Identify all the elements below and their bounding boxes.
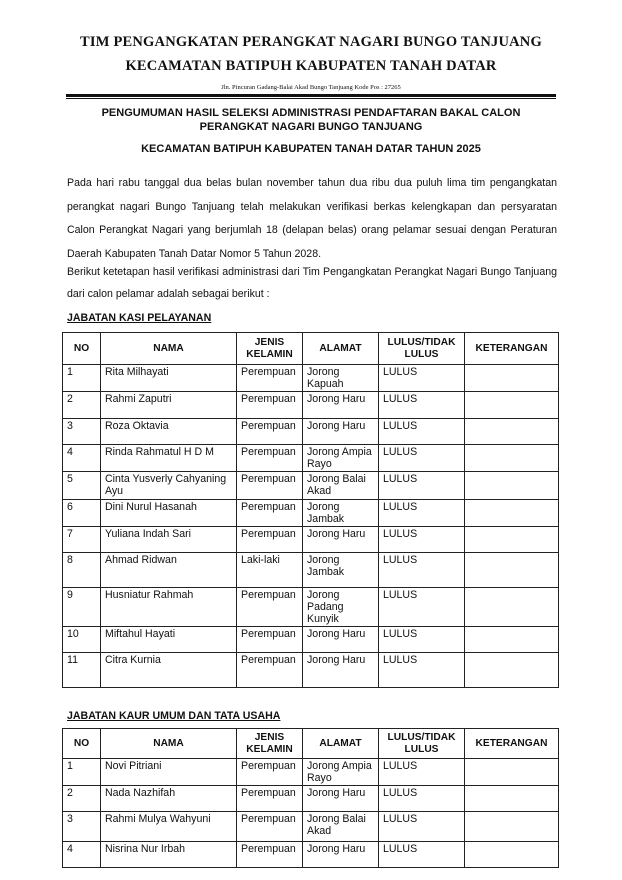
cell-no: 5 bbox=[63, 472, 101, 500]
table-row bbox=[63, 365, 559, 392]
cell-nama: Miftahul Hayati bbox=[101, 627, 237, 653]
cell-nama: Roza Oktavia bbox=[101, 419, 237, 445]
cell-no: 6 bbox=[63, 500, 101, 527]
cell-keterangan bbox=[465, 472, 559, 500]
header-address: Jln. Pincuran Gadang-Balai Akad Bungo Tanjuang Kode Pos : 27265 bbox=[221, 84, 401, 91]
table-row bbox=[63, 842, 559, 868]
cell-nama: Novi Pitriani bbox=[101, 759, 237, 786]
cell-status: LULUS bbox=[379, 392, 465, 419]
cell-alamat: Jorong Balai Akad bbox=[303, 812, 379, 842]
cell-alamat: Jorong Haru bbox=[303, 627, 379, 653]
cell-no: 2 bbox=[63, 392, 101, 419]
cell-alamat: Jorong Haru bbox=[303, 527, 379, 553]
header-divider-thin bbox=[66, 98, 556, 99]
cell-keterangan bbox=[465, 842, 559, 868]
cell-alamat: Jorong Jambak bbox=[303, 500, 379, 527]
table-row bbox=[63, 500, 559, 527]
cell-keterangan bbox=[465, 588, 559, 627]
cell-no: 4 bbox=[63, 445, 101, 472]
header-divider bbox=[66, 94, 556, 97]
cell-nama: Nada Nazhifah bbox=[101, 786, 237, 812]
column-header: NO bbox=[63, 333, 101, 365]
cell-status: LULUS bbox=[379, 588, 465, 627]
cell-alamat: Jorong Haru bbox=[303, 653, 379, 688]
table-row bbox=[63, 759, 559, 786]
cell-no: 3 bbox=[63, 419, 101, 445]
cell-jenis-kelamin: Perempuan bbox=[237, 842, 303, 868]
cell-status: LULUS bbox=[379, 553, 465, 588]
results-table-kaur-umum bbox=[62, 728, 559, 868]
cell-keterangan bbox=[465, 419, 559, 445]
table-row bbox=[63, 812, 559, 842]
cell-keterangan bbox=[465, 627, 559, 653]
cell-nama: Cinta Yusverly Cahyaning Ayu bbox=[101, 472, 237, 500]
results-table-kasi-pelayanan bbox=[62, 332, 559, 688]
cell-no: 1 bbox=[63, 365, 101, 392]
cell-alamat: Jorong Balai Akad bbox=[303, 472, 379, 500]
paragraph-result: Berikut ketetapan hasil verifikasi administrasi dari Tim Pengangkatan Perangkat Nagari Bungo Tanjuang dari calon pelamar adalah sebagai berikut : bbox=[67, 266, 557, 300]
column-header: ALAMAT bbox=[303, 333, 379, 365]
column-header: LULUS/TIDAK LULUS bbox=[379, 333, 465, 365]
cell-no: 8 bbox=[63, 553, 101, 588]
table-row bbox=[63, 786, 559, 812]
cell-alamat: Jorong Haru bbox=[303, 842, 379, 868]
title-line2: PERANGKAT NAGARI BUNGO TANJUANG bbox=[199, 121, 423, 133]
cell-keterangan bbox=[465, 527, 559, 553]
cell-keterangan bbox=[465, 445, 559, 472]
section-title: JABATAN KAUR UMUM DAN TATA USAHA bbox=[67, 710, 281, 722]
title-line1: PENGUMUMAN HASIL SELEKSI ADMINISTRASI PENDAFTARAN BAKAL CALON bbox=[101, 107, 521, 119]
cell-jenis-kelamin: Perempuan bbox=[237, 653, 303, 688]
cell-status: LULUS bbox=[379, 500, 465, 527]
cell-alamat: Jorong Padang Kunyik bbox=[303, 588, 379, 627]
cell-jenis-kelamin: Perempuan bbox=[237, 786, 303, 812]
cell-alamat: Jorong Kapuah bbox=[303, 365, 379, 392]
cell-nama: Yuliana Indah Sari bbox=[101, 527, 237, 553]
header-line1: TIM PENGANGKATAN PERANGKAT NAGARI BUNGO TANJUANG bbox=[80, 34, 542, 50]
table-row bbox=[63, 392, 559, 419]
cell-keterangan bbox=[465, 653, 559, 688]
table-row bbox=[63, 588, 559, 627]
cell-jenis-kelamin: Perempuan bbox=[237, 392, 303, 419]
cell-alamat: Jorong Jambak bbox=[303, 553, 379, 588]
cell-nama: Citra Kurnia bbox=[101, 653, 237, 688]
table-row bbox=[63, 627, 559, 653]
table-header-row bbox=[63, 729, 559, 759]
cell-keterangan bbox=[465, 759, 559, 786]
cell-nama: Rahmi Zaputri bbox=[101, 392, 237, 419]
cell-jenis-kelamin: Perempuan bbox=[237, 445, 303, 472]
column-header: KETERANGAN bbox=[465, 333, 559, 365]
column-header: KETERANGAN bbox=[465, 729, 559, 759]
column-header: LULUS/TIDAK LULUS bbox=[379, 729, 465, 759]
cell-alamat: Jorong Haru bbox=[303, 392, 379, 419]
cell-nama: Husniatur Rahmah bbox=[101, 588, 237, 627]
cell-no: 7 bbox=[63, 527, 101, 553]
cell-nama: Nisrina Nur Irbah bbox=[101, 842, 237, 868]
cell-status: LULUS bbox=[379, 786, 465, 812]
cell-keterangan bbox=[465, 553, 559, 588]
cell-alamat: Jorong Ampia Rayo bbox=[303, 759, 379, 786]
cell-jenis-kelamin: Perempuan bbox=[237, 812, 303, 842]
header-line2: KECAMATAN BATIPUH KABUPATEN TANAH DATAR bbox=[125, 58, 497, 74]
table-row bbox=[63, 472, 559, 500]
cell-jenis-kelamin: Perempuan bbox=[237, 500, 303, 527]
cell-status: LULUS bbox=[379, 365, 465, 392]
cell-status: LULUS bbox=[379, 759, 465, 786]
cell-alamat: Jorong Haru bbox=[303, 786, 379, 812]
cell-no: 9 bbox=[63, 588, 101, 627]
table-row bbox=[63, 419, 559, 445]
cell-jenis-kelamin: Laki-laki bbox=[237, 553, 303, 588]
table-row bbox=[63, 445, 559, 472]
cell-no: 3 bbox=[63, 812, 101, 842]
cell-status: LULUS bbox=[379, 419, 465, 445]
column-header: NAMA bbox=[101, 729, 237, 759]
cell-no: 10 bbox=[63, 627, 101, 653]
cell-nama: Dini Nurul Hasanah bbox=[101, 500, 237, 527]
cell-nama: Rahmi Mulya Wahyuni bbox=[101, 812, 237, 842]
cell-jenis-kelamin: Perempuan bbox=[237, 472, 303, 500]
section-title: JABATAN KASI PELAYANAN bbox=[67, 312, 212, 324]
cell-jenis-kelamin: Perempuan bbox=[237, 627, 303, 653]
cell-jenis-kelamin: Perempuan bbox=[237, 419, 303, 445]
cell-status: LULUS bbox=[379, 445, 465, 472]
cell-no: 11 bbox=[63, 653, 101, 688]
cell-jenis-kelamin: Perempuan bbox=[237, 527, 303, 553]
cell-status: LULUS bbox=[379, 527, 465, 553]
table-row bbox=[63, 527, 559, 553]
paragraph-intro: Pada hari rabu tanggal dua belas bulan november tahun dua ribu dua puluh lima tim pengangkatan perangkat nagari Bungo Tanjuang telah melakukan verifikasi berkas kelengkapan dan persyaratan Calon Perangkat Nagari yang berjumlah 18 (delapan belas) orang pelamar sesuai dengan Peraturan Daerah Kabupaten Tanah Datar Nomor 5 Tahun 2028. bbox=[67, 177, 557, 260]
cell-alamat: Jorong Haru bbox=[303, 419, 379, 445]
cell-jenis-kelamin: Perempuan bbox=[237, 588, 303, 627]
cell-status: LULUS bbox=[379, 627, 465, 653]
cell-no: 1 bbox=[63, 759, 101, 786]
column-header: NAMA bbox=[101, 333, 237, 365]
cell-no: 2 bbox=[63, 786, 101, 812]
column-header: ALAMAT bbox=[303, 729, 379, 759]
cell-status: LULUS bbox=[379, 842, 465, 868]
cell-no: 4 bbox=[63, 842, 101, 868]
cell-nama: Rinda Rahmatul H D M bbox=[101, 445, 237, 472]
cell-keterangan bbox=[465, 392, 559, 419]
title-line3: KECAMATAN BATIPUH KABUPATEN TANAH DATAR TAHUN 2025 bbox=[141, 143, 481, 155]
cell-status: LULUS bbox=[379, 472, 465, 500]
column-header: NO bbox=[63, 729, 101, 759]
cell-nama: Rita Milhayati bbox=[101, 365, 237, 392]
column-header: JENIS KELAMIN bbox=[237, 729, 303, 759]
column-header: JENIS KELAMIN bbox=[237, 333, 303, 365]
table-row bbox=[63, 653, 559, 688]
cell-nama: Ahmad Ridwan bbox=[101, 553, 237, 588]
table-row bbox=[63, 553, 559, 588]
cell-status: LULUS bbox=[379, 812, 465, 842]
table-header-row bbox=[63, 333, 559, 365]
cell-alamat: Jorong Ampia Rayo bbox=[303, 445, 379, 472]
cell-keterangan bbox=[465, 500, 559, 527]
cell-status: LULUS bbox=[379, 653, 465, 688]
cell-jenis-kelamin: Perempuan bbox=[237, 759, 303, 786]
cell-keterangan bbox=[465, 812, 559, 842]
cell-keterangan bbox=[465, 786, 559, 812]
cell-keterangan bbox=[465, 365, 559, 392]
cell-jenis-kelamin: Perempuan bbox=[237, 365, 303, 392]
